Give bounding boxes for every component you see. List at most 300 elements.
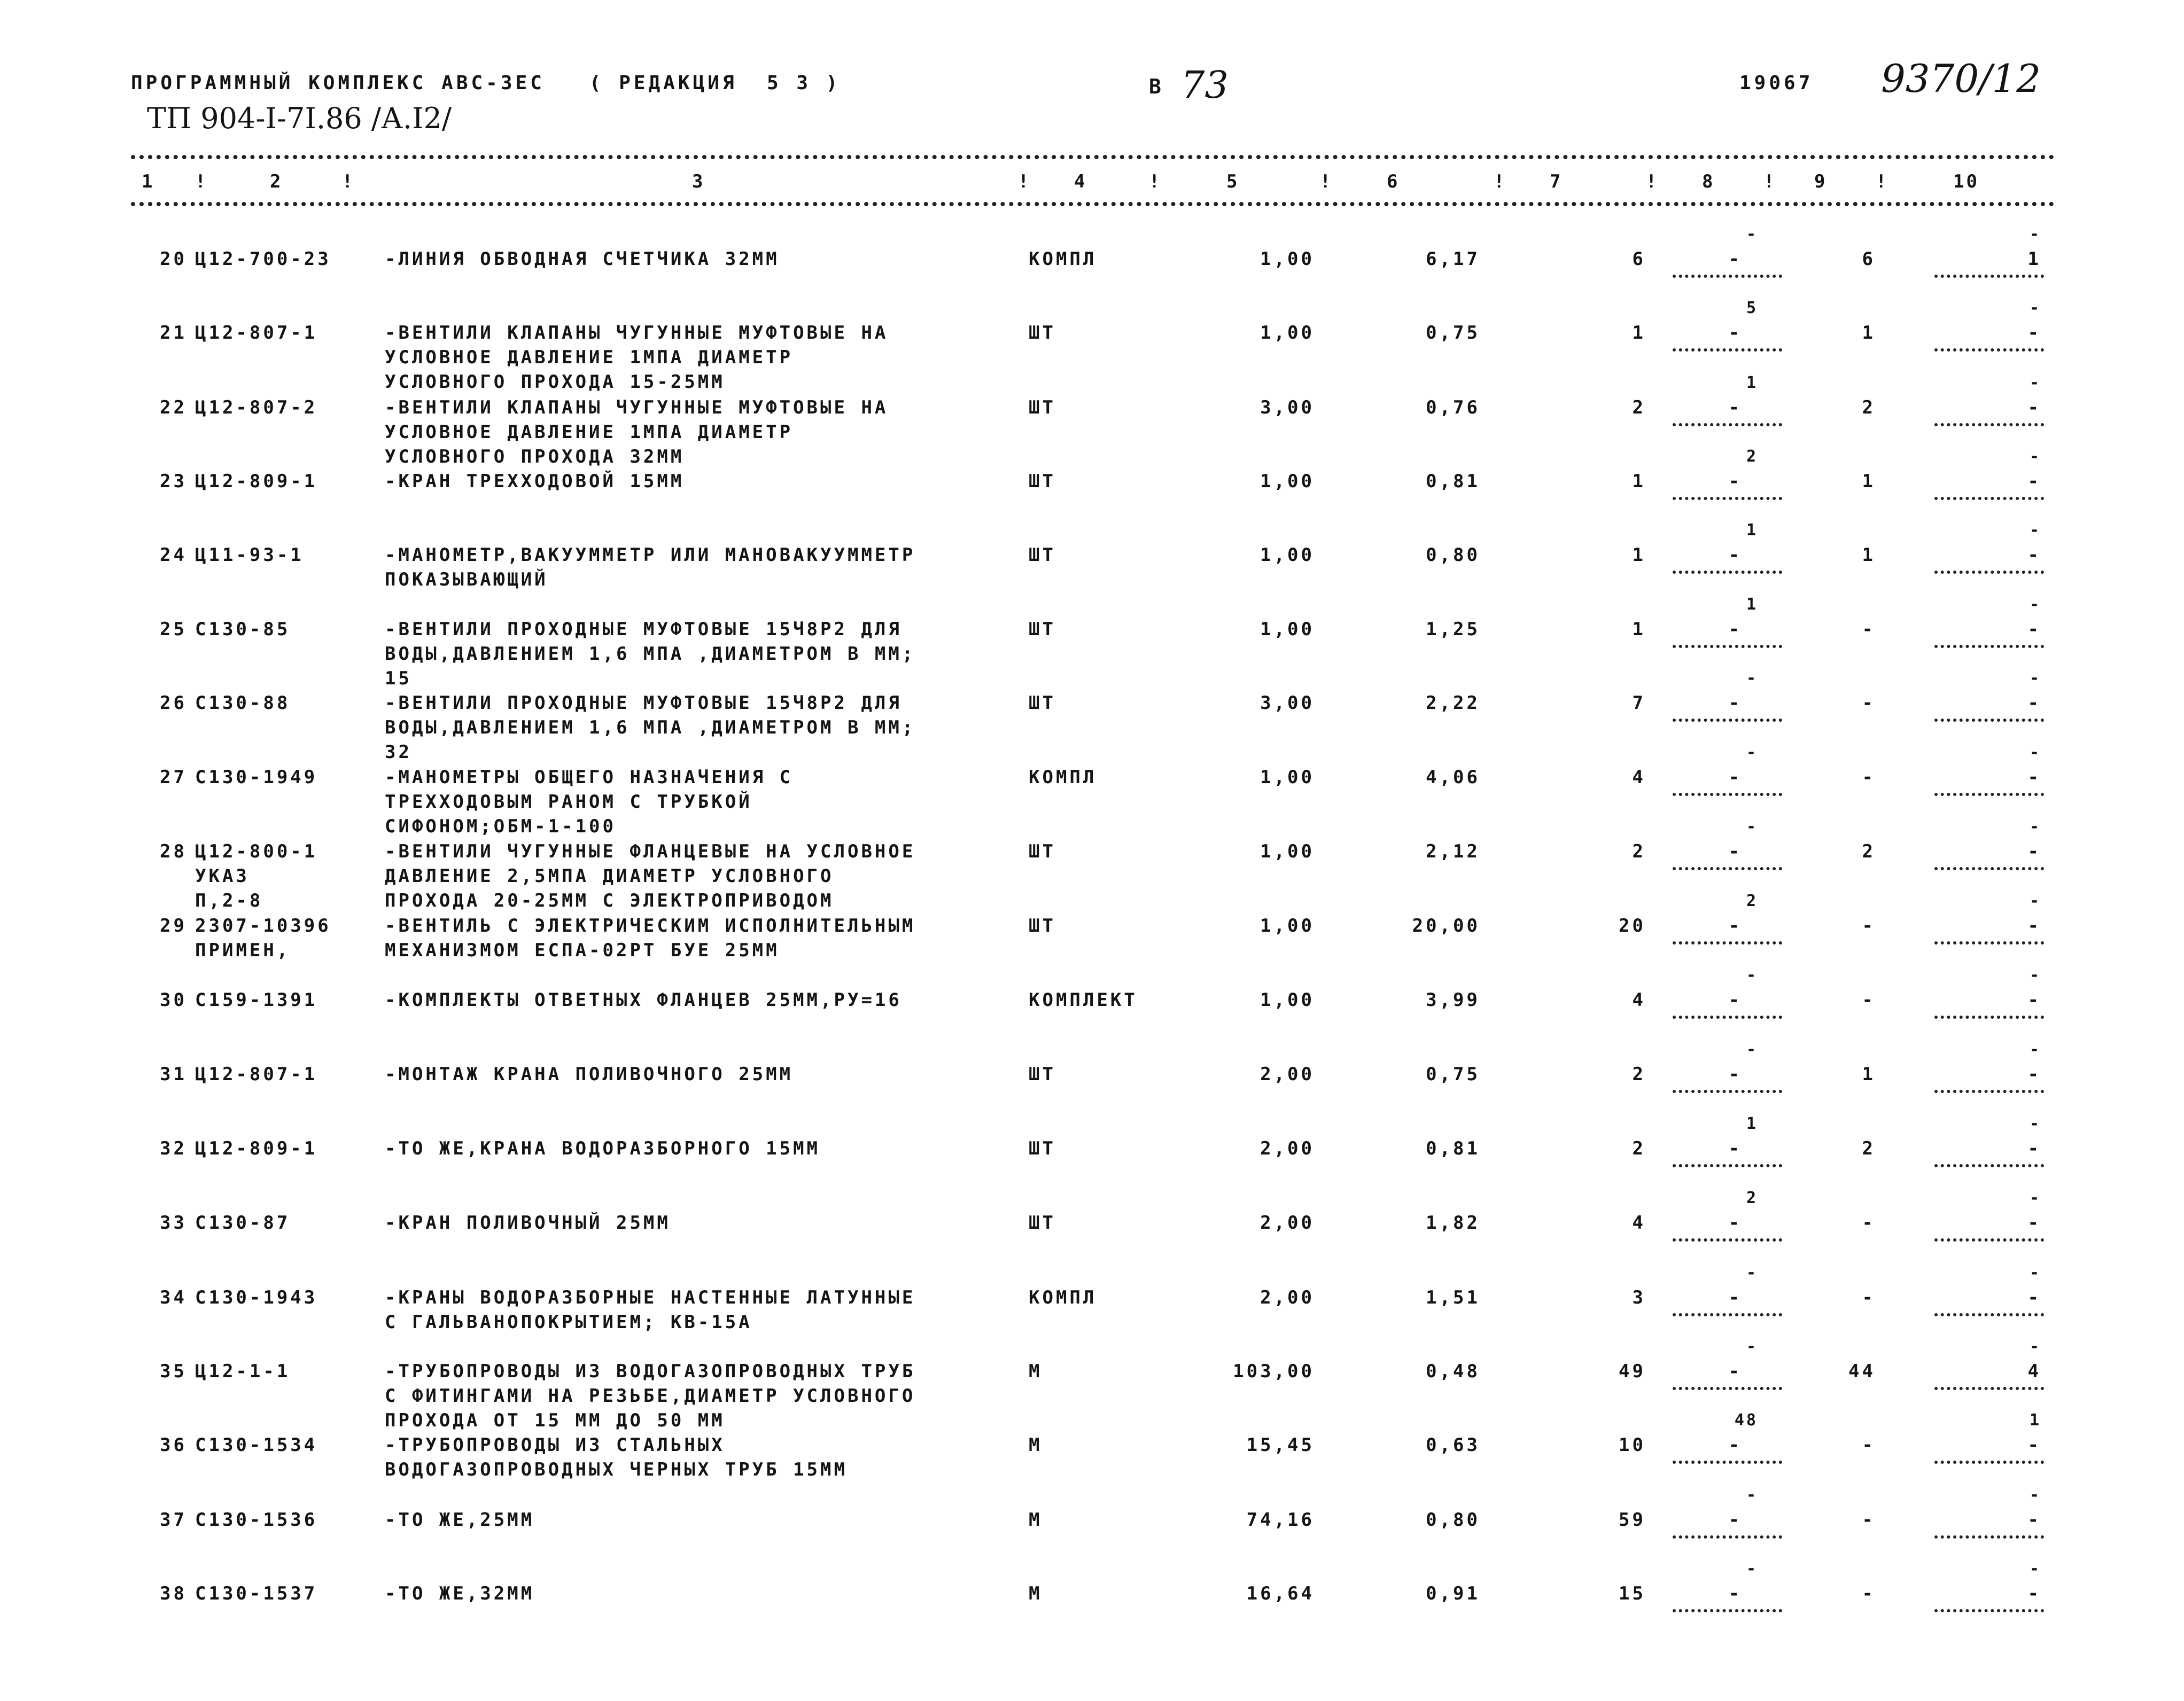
row-price: 0,80 (1426, 544, 1480, 566)
row-number: 35 (160, 1361, 187, 1382)
row-col8-top: - (1746, 1559, 1758, 1578)
row-description: ВОДЫ,ДАВЛЕНИЕМ 1,6 МПА ,ДИАМЕТРОМ В ММ; (385, 717, 916, 738)
row-col9: 1 (1862, 471, 1876, 492)
row-total: 10 (1619, 1434, 1646, 1456)
cell-underline (1934, 423, 2044, 426)
row-unit: М (1029, 1509, 1043, 1531)
row-code: Ц12-807-2 (195, 397, 318, 418)
row-col8: - (1728, 544, 1742, 566)
cell-underline (1934, 1609, 2044, 1612)
column-header-2: 2 (270, 171, 283, 192)
row-col8-top: - (1746, 1337, 1758, 1356)
row-col10: - (2027, 1287, 2041, 1308)
row-quantity: 2,00 (1260, 1064, 1315, 1085)
row-description: -МОНТАЖ КРАНА ПОЛИВОЧНОГО 25ММ (385, 1064, 794, 1085)
row-price: 0,75 (1426, 322, 1480, 344)
row-col9: 2 (1862, 397, 1876, 418)
row-col10: - (2027, 915, 2041, 937)
row-price: 3,99 (1426, 989, 1480, 1011)
cell-underline (1673, 348, 1782, 352)
column-header-1: 1 (142, 171, 155, 192)
row-code: С130-1536 (195, 1509, 318, 1531)
row-number: 38 (160, 1583, 187, 1604)
row-col9: 2 (1862, 841, 1876, 862)
row-price: 6,17 (1426, 248, 1480, 270)
row-code: 2307-10396 (195, 915, 331, 937)
row-quantity: 74,16 (1246, 1509, 1315, 1531)
row-description: 32 (385, 742, 412, 763)
row-unit: КОМПЛ (1029, 767, 1097, 788)
row-number: 23 (160, 471, 187, 492)
cell-underline (1934, 1016, 2044, 1019)
row-description: УСЛОВНОГО ПРОХОДА 32ММ (385, 446, 685, 467)
row-total: 1 (1632, 544, 1646, 566)
row-quantity: 1,00 (1260, 471, 1315, 492)
row-description: 15 (385, 668, 412, 689)
row-description: ВОДЫ,ДАВЛЕНИЕМ 1,6 МПА ,ДИАМЕТРОМ В ММ; (385, 643, 916, 665)
row-col10-top: - (2029, 447, 2041, 466)
row-col8-top: 2 (1746, 892, 1758, 910)
row-col8-top: - (1746, 1040, 1758, 1059)
row-col10: - (2027, 1509, 2041, 1531)
row-description: ДАВЛЕНИЕ 2,5МПА ДИАМЕТР УСЛОВНОГО (385, 865, 834, 887)
row-col8-top: 1 (1746, 521, 1758, 540)
row-col8-top: 5 (1746, 299, 1758, 317)
row-description: -ВЕНТИЛИ КЛАПАНЫ ЧУГУННЫЕ МУФТОВЫЕ НА (385, 397, 889, 418)
row-price: 0,91 (1426, 1583, 1480, 1604)
cell-underline (1673, 867, 1782, 870)
row-quantity: 2,00 (1260, 1138, 1315, 1159)
row-col9: 44 (1848, 1361, 1876, 1382)
row-description: ВОДОГАЗОПРОВОДНЫХ ЧЕРНЫХ ТРУБ 15ММ (385, 1459, 848, 1480)
cell-underline (1673, 719, 1782, 722)
row-col10-top: - (2029, 225, 2041, 244)
row-col10-top: - (2029, 743, 2041, 762)
column-header-10: 10 (1953, 171, 1979, 192)
row-col8: - (1728, 1138, 1742, 1159)
row-description: -ВЕНТИЛЬ С ЭЛЕКТРИЧЕСКИМ ИСПОЛНИТЕЛЬНЫМ (385, 915, 916, 937)
row-description: -ВЕНТИЛИ ПРОХОДНЫЕ МУФТОВЫЕ 15Ч8Р2 ДЛЯ (385, 692, 902, 714)
row-code: УКАЗ (195, 865, 250, 887)
row-col10: - (2027, 1138, 2041, 1159)
cell-underline (1673, 1313, 1782, 1316)
row-col9: - (1862, 1509, 1876, 1531)
cell-underline (1934, 1238, 2044, 1242)
row-total: 2 (1632, 841, 1646, 862)
row-quantity: 1,00 (1260, 767, 1315, 788)
row-description: -ТО ЖЕ,КРАНА ВОДОРАЗБОРНОГО 15ММ (385, 1138, 821, 1159)
cell-underline (1934, 1164, 2044, 1167)
row-description: -КРАН ТРЕХХОДОВОЙ 15ММ (385, 471, 685, 492)
row-col8: - (1728, 1287, 1742, 1308)
row-unit: КОМПЛ (1029, 248, 1097, 270)
row-col10-top: - (2029, 521, 2041, 540)
row-col9: - (1862, 1287, 1876, 1308)
row-quantity: 1,00 (1260, 915, 1315, 937)
cell-underline (1673, 645, 1782, 648)
row-code: Ц12-807-1 (195, 1064, 318, 1085)
row-unit: М (1029, 1361, 1043, 1382)
row-col8-top: - (1746, 1486, 1758, 1504)
row-total: 4 (1632, 989, 1646, 1011)
row-col10: - (2027, 692, 2041, 714)
row-description: -ВЕНТИЛИ КЛАПАНЫ ЧУГУННЫЕ МУФТОВЫЕ НА (385, 322, 889, 344)
row-description: -ВЕНТИЛИ ПРОХОДНЫЕ МУФТОВЫЕ 15Ч8Р2 ДЛЯ (385, 619, 902, 640)
cell-underline (1673, 275, 1782, 278)
column-header-9: 9 (1814, 171, 1828, 192)
row-number: 25 (160, 619, 187, 640)
page-number: 73 (1181, 63, 1229, 107)
row-col9: - (1862, 767, 1876, 788)
cell-underline (1934, 497, 2044, 500)
row-col10: - (2027, 989, 2041, 1011)
row-number: 36 (160, 1434, 187, 1456)
row-col9: 1 (1862, 544, 1876, 566)
row-col8: - (1728, 692, 1742, 714)
column-header-4: 4 (1074, 171, 1087, 192)
cell-underline (1934, 645, 2044, 648)
row-col8-top: - (1746, 1263, 1758, 1282)
cell-underline (1673, 1238, 1782, 1242)
cell-underline (1934, 941, 2044, 945)
row-col9: 1 (1862, 322, 1876, 344)
row-col10-top: - (2029, 595, 2041, 614)
row-col10-top: - (2029, 1040, 2041, 1059)
row-col8-top: 1 (1746, 373, 1758, 392)
cell-underline (1934, 793, 2044, 796)
row-total: 20 (1619, 915, 1646, 937)
row-col10-top: - (2029, 966, 2041, 985)
row-col10-top: - (2029, 1559, 2041, 1578)
row-col8: - (1728, 1064, 1742, 1085)
row-col10-top: - (2029, 1486, 2041, 1504)
row-description: ПРОХОДА ОТ 15 ММ ДО 50 ММ (385, 1410, 725, 1431)
row-description: МЕХАНИЗМОМ ЕСПА-02РТ БУЕ 25ММ (385, 940, 780, 961)
row-col10: - (2027, 544, 2041, 566)
cell-underline (1934, 1090, 2044, 1093)
cell-underline (1934, 719, 2044, 722)
row-col8-top: 1 (1746, 1114, 1758, 1133)
row-total: 1 (1632, 471, 1646, 492)
row-quantity: 2,00 (1260, 1287, 1315, 1308)
row-total: 15 (1619, 1583, 1646, 1604)
row-col10: - (2027, 767, 2041, 788)
cell-underline (1934, 1535, 2044, 1539)
cell-underline (1673, 941, 1782, 945)
row-col9: - (1862, 1434, 1876, 1456)
row-code: Ц12-807-1 (195, 322, 318, 344)
row-price: 2,22 (1426, 692, 1480, 714)
row-col9: - (1862, 915, 1876, 937)
row-quantity: 1,00 (1260, 322, 1315, 344)
row-unit: ШТ (1029, 915, 1056, 937)
row-total: 2 (1632, 1064, 1646, 1085)
row-unit: ШТ (1029, 692, 1056, 714)
row-quantity: 3,00 (1260, 692, 1315, 714)
program-title: ПРОГРАММНЫЙ КОМПЛЕКС АВС-ЗЕС ( РЕДАКЦИЯ 5 3 ) (131, 72, 841, 94)
cell-underline (1673, 497, 1782, 500)
row-number: 33 (160, 1212, 187, 1234)
cell-underline (1934, 1387, 2044, 1390)
row-number: 26 (160, 692, 187, 714)
row-price: 0,80 (1426, 1509, 1480, 1531)
row-quantity: 1,00 (1260, 989, 1315, 1011)
row-col8: - (1728, 989, 1742, 1011)
row-col10: - (2027, 322, 2041, 344)
row-col10-top: - (2029, 1337, 2041, 1356)
row-col10-top: - (2029, 892, 2041, 910)
row-col8-top: - (1746, 669, 1758, 688)
page-prefix: В (1149, 75, 1161, 98)
row-number: 21 (160, 322, 187, 344)
row-col8: - (1728, 397, 1742, 418)
row-description: -ТО ЖЕ,25ММ (385, 1509, 535, 1531)
cell-underline (1934, 1313, 2044, 1316)
row-col8-top: - (1746, 817, 1758, 836)
row-col9: - (1862, 989, 1876, 1011)
row-col8-top: 2 (1746, 1189, 1758, 1207)
row-price: 0,63 (1426, 1434, 1480, 1456)
row-col10: 4 (2027, 1361, 2041, 1382)
row-unit: М (1029, 1583, 1043, 1604)
row-col10-top: - (2029, 373, 2041, 392)
cell-underline (1673, 1609, 1782, 1612)
row-description: С ГАЛЬВАНОПОКРЫТИЕМ; КВ-15А (385, 1312, 752, 1333)
row-code: ПРИМЕН, (195, 940, 291, 961)
cell-underline (1673, 1387, 1782, 1390)
row-description: -ЛИНИЯ ОБВОДНАЯ СЧЕТЧИКА 32ММ (385, 248, 780, 270)
row-description: -ТРУБОПРОВОДЫ ИЗ СТАЛЬНЫХ (385, 1434, 725, 1456)
row-total: 49 (1619, 1361, 1646, 1382)
row-col9: - (1862, 1583, 1876, 1604)
row-price: 0,81 (1426, 471, 1480, 492)
row-code: Ц11-93-1 (195, 544, 304, 566)
row-unit: ШТ (1029, 322, 1056, 344)
row-code: Ц12-700-23 (195, 248, 331, 270)
row-unit: ШТ (1029, 397, 1056, 418)
row-code: С130-85 (195, 619, 291, 640)
row-description: ПОКАЗЫВАЮЩИЙ (385, 569, 548, 590)
row-code: С130-1534 (195, 1434, 318, 1456)
row-code: С130-88 (195, 692, 291, 714)
cell-underline (1673, 1164, 1782, 1167)
row-code: П,2-8 (195, 890, 263, 911)
cell-underline (1934, 1461, 2044, 1464)
cell-underline (1673, 1461, 1782, 1464)
row-price: 1,82 (1426, 1212, 1480, 1234)
row-code: С130-1943 (195, 1287, 318, 1308)
row-col8: - (1728, 1509, 1742, 1531)
row-col8: - (1728, 619, 1742, 640)
cell-underline (1673, 793, 1782, 796)
row-col9: - (1862, 1212, 1876, 1234)
row-unit: ШТ (1029, 544, 1056, 566)
row-quantity: 15,45 (1246, 1434, 1315, 1456)
row-code: Ц12-800-1 (195, 841, 318, 862)
row-col10-top: - (2029, 1189, 2041, 1207)
row-unit: КОМПЛ (1029, 1287, 1097, 1308)
row-col8-top: - (1746, 225, 1758, 244)
row-price: 1,25 (1426, 619, 1480, 640)
row-col9: 1 (1862, 1064, 1876, 1085)
row-total: 4 (1632, 1212, 1646, 1234)
row-col10: - (2027, 1212, 2041, 1234)
row-col10: - (2027, 1434, 2041, 1456)
row-number: 32 (160, 1138, 187, 1159)
cell-underline (1934, 348, 2044, 352)
row-code: С130-87 (195, 1212, 291, 1234)
row-number: 31 (160, 1064, 187, 1085)
cell-underline (1934, 275, 2044, 278)
row-total: 6 (1632, 248, 1646, 270)
row-description: ПРОХОДА 20-25ММ С ЭЛЕКТРОПРИВОДОМ (385, 890, 834, 911)
row-col8: - (1728, 248, 1742, 270)
row-unit: ШТ (1029, 1064, 1056, 1085)
row-col10: - (2027, 471, 2041, 492)
row-code: Ц12-1-1 (195, 1361, 291, 1382)
row-number: 30 (160, 989, 187, 1011)
row-col8: - (1728, 1434, 1742, 1456)
column-header-8: 8 (1702, 171, 1715, 192)
column-header-3: 3 (692, 171, 705, 192)
row-col8: - (1728, 915, 1742, 937)
row-col9: - (1862, 692, 1876, 714)
row-description: -МАНОМЕТРЫ ОБЩЕГО НАЗНАЧЕНИЯ С (385, 767, 794, 788)
row-code: Ц12-809-1 (195, 1138, 318, 1159)
row-price: 1,51 (1426, 1287, 1480, 1308)
row-col9: 2 (1862, 1138, 1876, 1159)
row-number: 28 (160, 841, 187, 862)
row-code: С130-1949 (195, 767, 318, 788)
header-rule-top (131, 155, 2055, 159)
row-col10: - (2027, 1064, 2041, 1085)
row-description: -ТО ЖЕ,32ММ (385, 1583, 535, 1604)
row-number: 20 (160, 248, 187, 270)
row-number: 22 (160, 397, 187, 418)
row-price: 0,75 (1426, 1064, 1480, 1085)
row-col10: - (2027, 619, 2041, 640)
row-col8-top: 48 (1734, 1411, 1758, 1430)
row-total: 3 (1632, 1287, 1646, 1308)
row-description: -ВЕНТИЛИ ЧУГУННЫЕ ФЛАНЦЕВЫЕ НА УСЛОВНОЕ (385, 841, 916, 862)
row-number: 29 (160, 915, 187, 937)
row-code: С159-1391 (195, 989, 318, 1011)
row-description: -МАНОМЕТР,ВАКУУММЕТР ИЛИ МАНОВАКУУММЕТР (385, 544, 916, 566)
row-quantity: 3,00 (1260, 397, 1315, 418)
row-col9: 6 (1862, 248, 1876, 270)
row-col10-top: - (2029, 1114, 2041, 1133)
project-code: ТП 904-I-7I.86 /А.I2/ (147, 102, 452, 135)
row-total: 1 (1632, 322, 1646, 344)
row-col8-top: 1 (1746, 595, 1758, 614)
row-quantity: 1,00 (1260, 248, 1315, 270)
row-quantity: 1,00 (1260, 544, 1315, 566)
row-col10-top: - (2029, 669, 2041, 688)
row-total: 2 (1632, 397, 1646, 418)
row-quantity: 1,00 (1260, 841, 1315, 862)
row-total: 2 (1632, 1138, 1646, 1159)
column-header-7: 7 (1550, 171, 1563, 192)
row-unit: ШТ (1029, 1212, 1056, 1234)
row-description: -КРАН ПОЛИВОЧНЫЙ 25ММ (385, 1212, 671, 1234)
row-quantity: 16,64 (1246, 1583, 1315, 1604)
row-col9: - (1862, 619, 1876, 640)
row-price: 2,12 (1426, 841, 1480, 862)
column-header-5: 5 (1226, 171, 1240, 192)
row-description: С ФИТИНГАМИ НА РЕЗЬБЕ,ДИАМЕТР УСЛОВНОГО (385, 1385, 916, 1407)
cell-underline (1673, 571, 1782, 574)
row-price: 4,06 (1426, 767, 1480, 788)
row-col10-top: 1 (2029, 1411, 2041, 1430)
cell-underline (1673, 1090, 1782, 1093)
row-col8: - (1728, 1212, 1742, 1234)
row-col10: 1 (2027, 248, 2041, 270)
row-col10-top: - (2029, 1263, 2041, 1282)
row-price: 0,76 (1426, 397, 1480, 418)
row-unit: М (1029, 1434, 1043, 1456)
row-code: Ц12-809-1 (195, 471, 318, 492)
row-description: УСЛОВНОГО ПРОХОДА 15-25ММ (385, 371, 725, 393)
row-number: 27 (160, 767, 187, 788)
row-total: 59 (1619, 1509, 1646, 1531)
row-col10: - (2027, 1583, 2041, 1604)
row-total: 4 (1632, 767, 1646, 788)
row-col8-top: - (1746, 966, 1758, 985)
row-price: 20,00 (1412, 915, 1480, 937)
document-number: 9370/12 (1881, 56, 2041, 101)
row-description: СИФОНОМ;ОБМ-1-100 (385, 816, 616, 837)
row-quantity: 103,00 (1233, 1361, 1315, 1382)
cell-underline (1934, 571, 2044, 574)
row-unit: КОМПЛЕКТ (1029, 989, 1138, 1011)
cell-underline (1934, 867, 2044, 870)
row-unit: ШТ (1029, 471, 1056, 492)
row-number: 24 (160, 544, 187, 566)
header-rule-bottom (131, 202, 2055, 206)
row-unit: ШТ (1029, 841, 1056, 862)
row-price: 0,81 (1426, 1138, 1480, 1159)
row-col8: - (1728, 471, 1742, 492)
row-description: -ТРУБОПРОВОДЫ ИЗ ВОДОГАЗОПРОВОДНЫХ ТРУБ (385, 1361, 916, 1382)
row-description: -КОМПЛЕКТЫ ОТВЕТНЫХ ФЛАНЦЕВ 25ММ,РУ=16 (385, 989, 902, 1011)
row-col8: - (1728, 767, 1742, 788)
row-col10: - (2027, 397, 2041, 418)
row-col8: - (1728, 1583, 1742, 1604)
row-total: 1 (1632, 619, 1646, 640)
row-quantity: 2,00 (1260, 1212, 1315, 1234)
row-col8: - (1728, 841, 1742, 862)
row-unit: ШТ (1029, 1138, 1056, 1159)
row-number: 37 (160, 1509, 187, 1531)
row-description: ТРЕХХОДОВЫМ РАНОМ С ТРУБКОЙ (385, 791, 752, 813)
row-code: С130-1537 (195, 1583, 318, 1604)
row-total: 7 (1632, 692, 1646, 714)
row-description: -КРАНЫ ВОДОРАЗБОРНЫЕ НАСТЕННЫЕ ЛАТУННЫЕ (385, 1287, 916, 1308)
document-code: 19067 (1739, 72, 1814, 94)
row-description: УСЛОВНОЕ ДАВЛЕНИЕ 1МПА ДИАМЕТР (385, 347, 794, 368)
column-header-6: 6 (1387, 171, 1400, 192)
row-col10-top: - (2029, 299, 2041, 317)
cell-underline (1673, 1016, 1782, 1019)
row-unit: ШТ (1029, 619, 1056, 640)
row-quantity: 1,00 (1260, 619, 1315, 640)
cell-underline (1673, 1535, 1782, 1539)
row-number: 34 (160, 1287, 187, 1308)
row-col8-top: 2 (1746, 447, 1758, 466)
row-col8-top: - (1746, 743, 1758, 762)
row-description: УСЛОВНОЕ ДАВЛЕНИЕ 1МПА ДИАМЕТР (385, 422, 794, 443)
row-price: 0,48 (1426, 1361, 1480, 1382)
